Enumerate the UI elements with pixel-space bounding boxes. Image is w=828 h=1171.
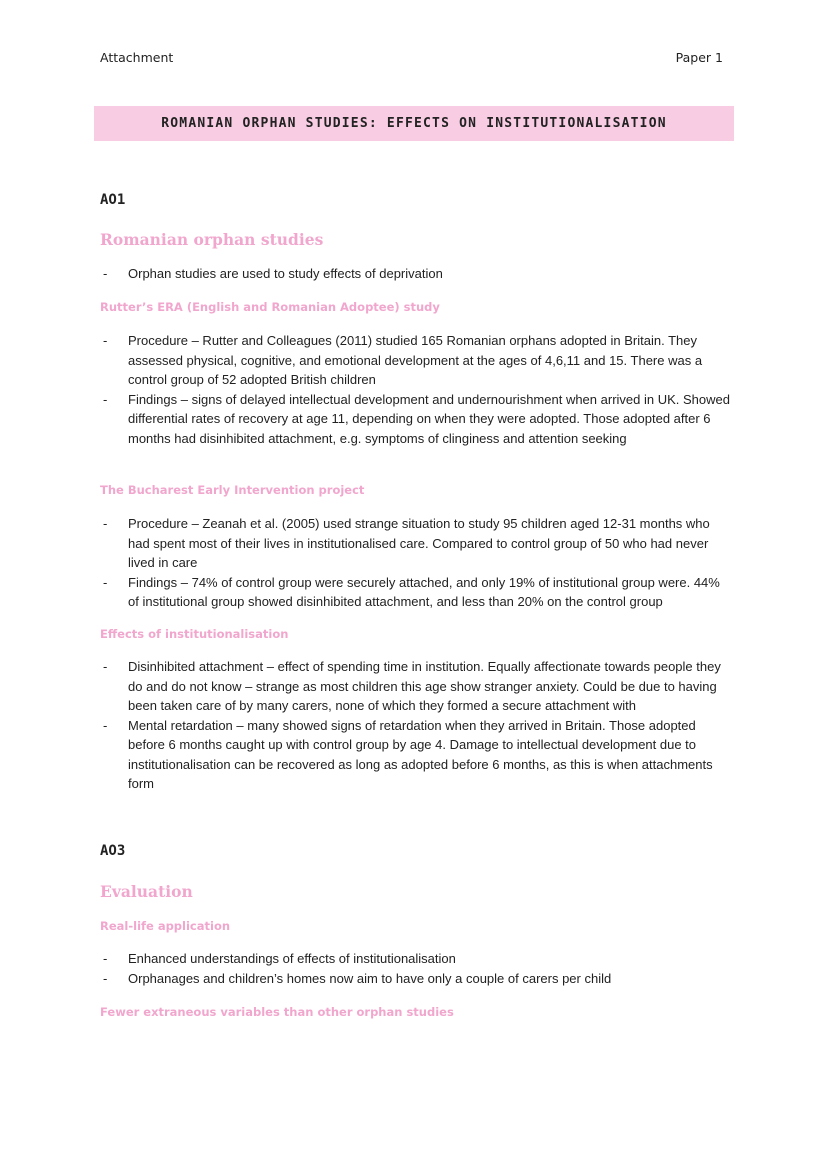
list-item: - Findings – signs of delayed intellectual development and undernourishment when arrived in UK. Showed differential rates of recovery at age 11, depending on when they were adopted. Those adopted after 6 months had disinhibited attachment, e.g. symptoms of clinginess and attention seeking [100, 390, 730, 449]
page-title: ROMANIAN ORPHAN STUDIES: EFFECTS ON INSTITUTIONALISATION [161, 116, 667, 131]
ao1-label: AO1 [100, 192, 126, 208]
list-item: - Orphanages and children’s homes now aim to have only a couple of carers per child [100, 969, 730, 989]
rutter-list [100, 331, 730, 448]
list-item: - Disinhibited attachment – effect of spending time in institution. Equally affectionate towards people they do and do not know – strange as most children this age show stranger anxiety. Could be due to having been taken care of by many carers, none of which they formed a secure attachment with [100, 657, 730, 716]
extraneous-heading-block [100, 1005, 730, 1019]
effects-heading: Effects of institutionalisation [100, 627, 289, 641]
bucharest-heading-block [100, 483, 730, 497]
real-life-heading-block [100, 919, 730, 933]
title-banner [94, 106, 734, 141]
rutter-heading: Rutter’s ERA (English and Romanian Adoptee) study [100, 300, 440, 314]
ao1-intro-block [100, 264, 730, 284]
rutter-heading-block [100, 300, 730, 314]
bucharest-list-block [100, 514, 730, 612]
ao1-label-block [100, 192, 730, 208]
header-subject: Attachment [100, 50, 174, 65]
effects-list-block [100, 657, 730, 794]
list-item: - Procedure – Zeanah et al. (2005) used strange situation to study 95 children aged 12-31 months who had spent most of their lives in institutionalised care. Compared to control group of 50 who had never lived in care [100, 514, 730, 573]
list-item: - Mental retardation – many showed signs of retardation when they arrived in Britain. Those adopted before 6 months caught up with control group by age 4. Damage to intellectual development due to institutionalisation can be recovered as long as adopted before 6 months, as this is when attachments form [100, 716, 730, 794]
real-life-heading: Real-life application [100, 919, 231, 933]
list-item: - Procedure – Rutter and Colleagues (2011) studied 165 Romanian orphans adopted in Britain. They assessed physical, cognitive, and emotional development at the ages of 4,6,11 and 15. There was a control group of 52 adopted British children [100, 331, 730, 390]
bucharest-list [100, 514, 730, 612]
ao3-heading-block [100, 882, 730, 901]
ao1-intro-list [100, 264, 730, 284]
ao3-label: AO3 [100, 843, 126, 859]
real-life-list-block [100, 949, 730, 988]
effects-list [100, 657, 730, 794]
ao1-heading: Romanian orphan studies [100, 230, 324, 249]
effects-heading-block [100, 627, 730, 641]
list-item: - Enhanced understandings of effects of institutionalisation [100, 949, 730, 969]
list-item: - Orphan studies are used to study effects of deprivation [100, 264, 730, 284]
rutter-list-block [100, 331, 730, 448]
header-paper: Paper 1 [675, 50, 723, 65]
real-life-list [100, 949, 730, 988]
ao3-heading: Evaluation [100, 882, 193, 901]
extraneous-heading: Fewer extraneous variables than other orphan studies [100, 1005, 454, 1019]
ao3-label-block [100, 843, 730, 859]
ao1-heading-block [100, 230, 730, 249]
list-item: - Findings – 74% of control group were securely attached, and only 19% of institutional group were. 44% of institutional group showed disinhibited attachment, and less than 20% on the control group [100, 573, 730, 612]
bucharest-heading: The Bucharest Early Intervention project [100, 483, 365, 497]
